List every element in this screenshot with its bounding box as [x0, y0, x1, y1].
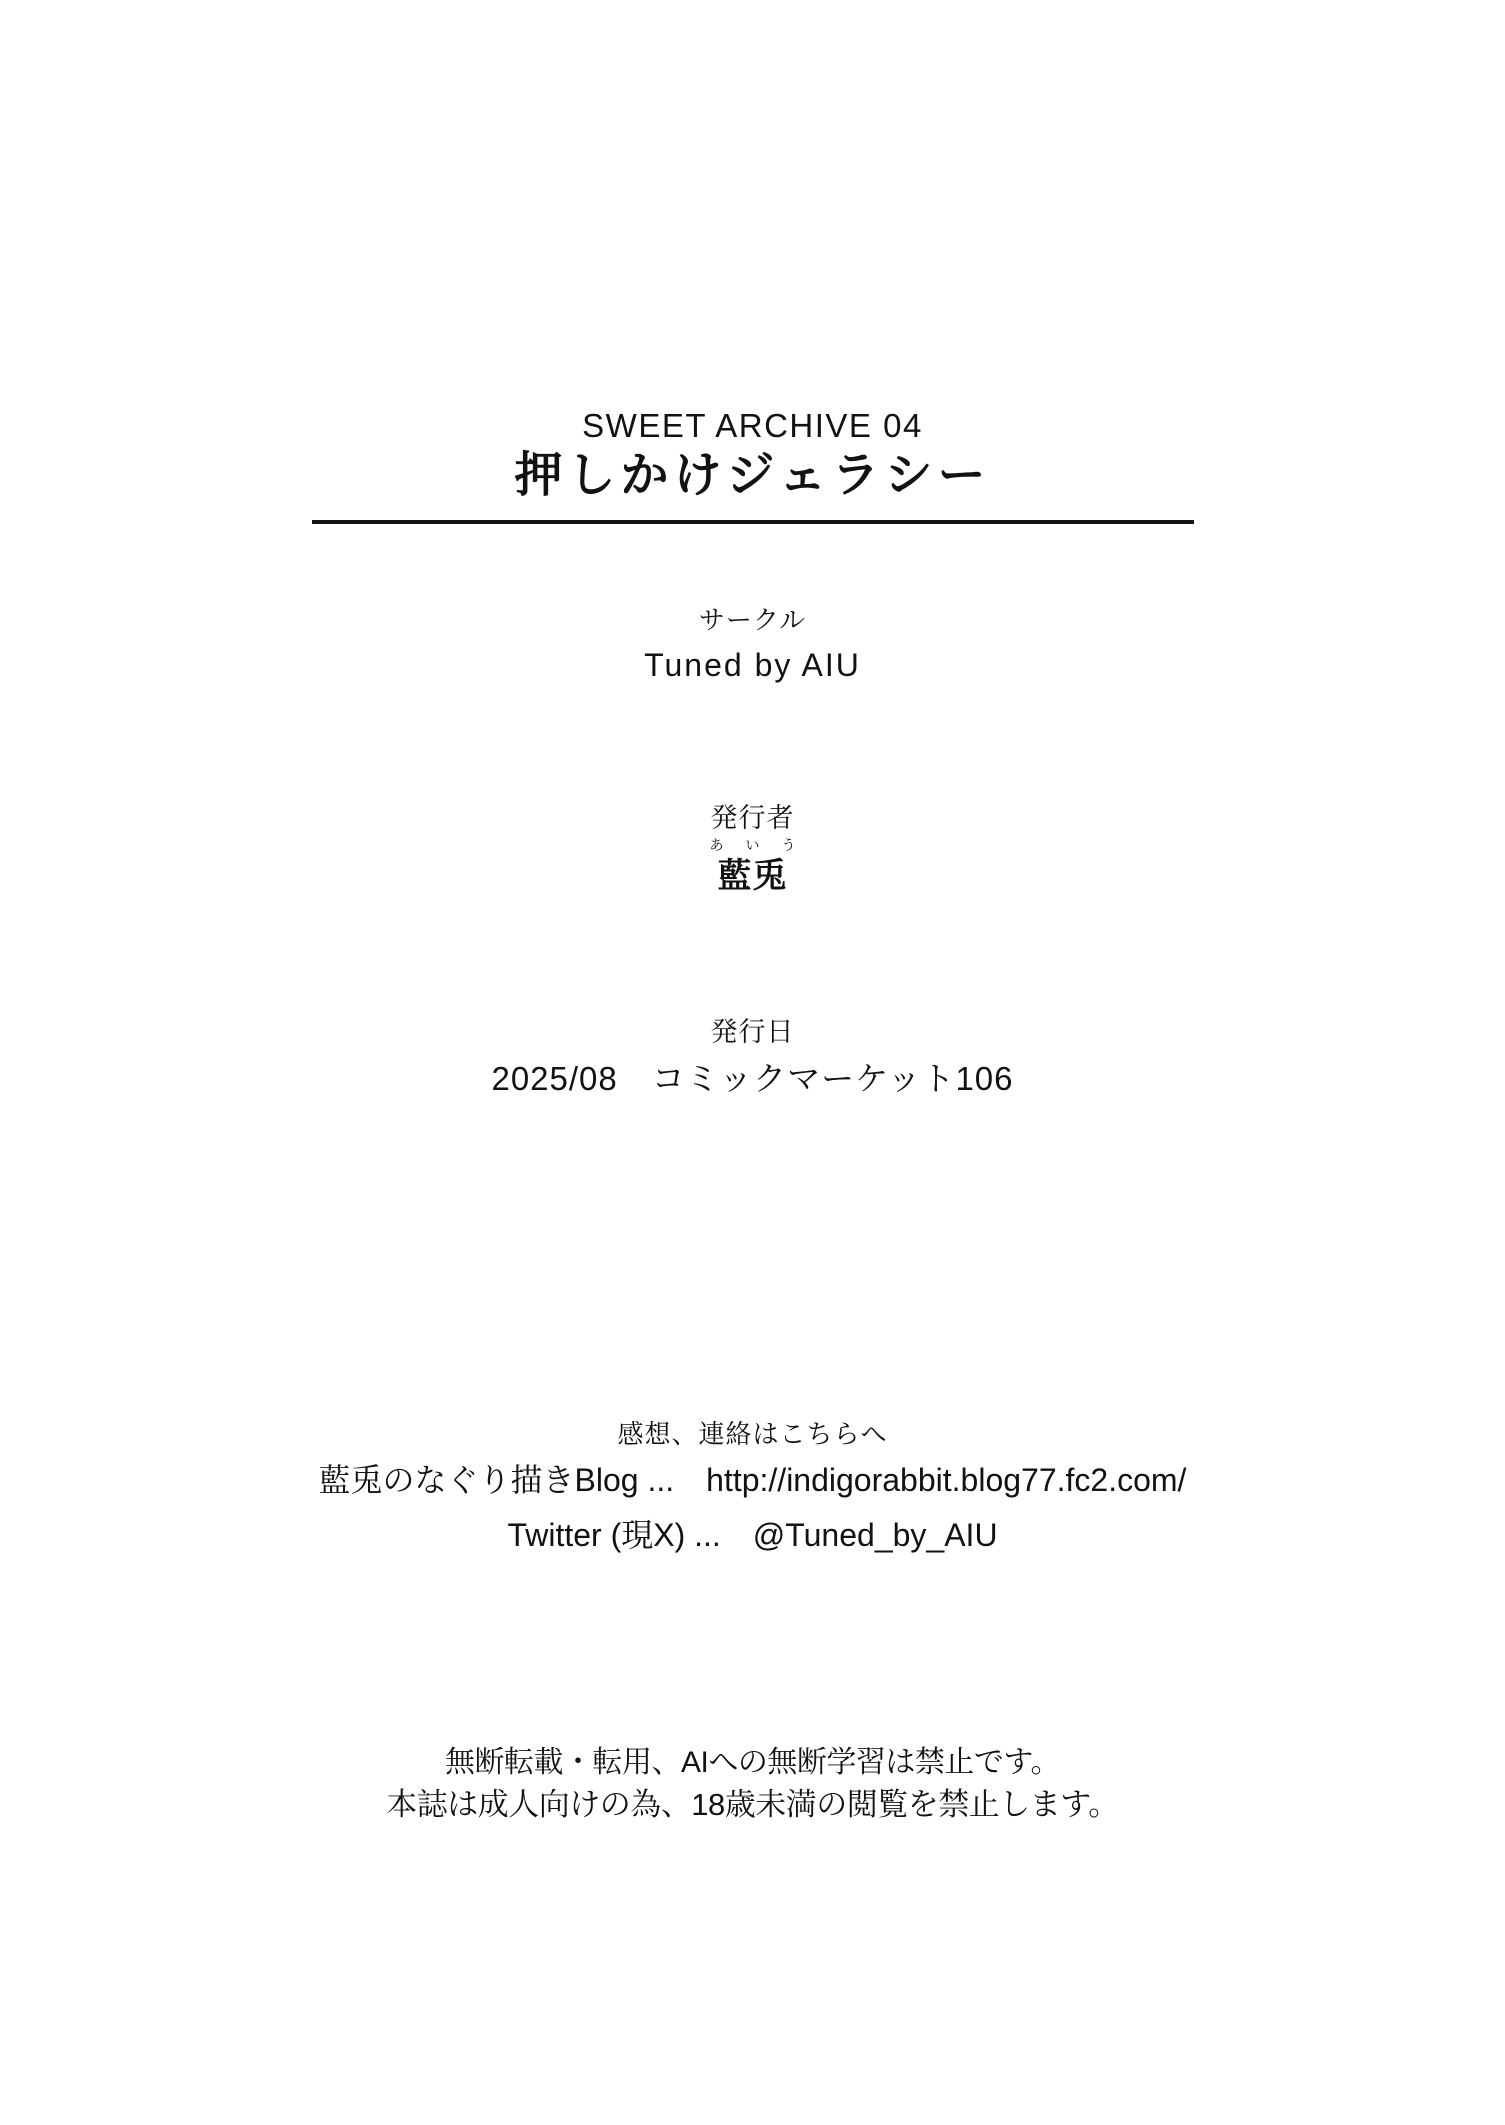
- series-title: SWEET ARCHIVE 04: [582, 407, 923, 444]
- circle-section-label: サークル: [698, 605, 807, 635]
- publisher-section-label: 発行者: [710, 803, 795, 833]
- adult-content-notice: 本誌は成人向けの為、18歳未満の閲覧を禁止します。: [386, 1787, 1119, 1822]
- title-divider-rule: [312, 520, 1194, 524]
- reproduction-prohibition-notice: 無断転載・転用、AIへの無断学習は禁止です。: [445, 1746, 1060, 1779]
- publisher-name: 藍兎: [717, 857, 788, 895]
- issue-date-value: 2025/08 コミックマーケット106: [491, 1060, 1014, 1097]
- contact-heading: 感想、連絡はこちらへ: [617, 1419, 888, 1449]
- circle-name: Tuned by AIU: [644, 647, 861, 683]
- main-title: 押しかけジェラシー: [514, 449, 991, 502]
- issue-date-section-label: 発行日: [710, 1017, 795, 1047]
- publisher-name-furigana: あいう: [709, 837, 818, 853]
- contact-blog-line: 藍兎のなぐり描きBlog ... http://indigorabbit.blog77.fc2.com/: [318, 1462, 1187, 1498]
- contact-twitter-line: Twitter (現X) ... @Tuned_by_AIU: [507, 1517, 998, 1553]
